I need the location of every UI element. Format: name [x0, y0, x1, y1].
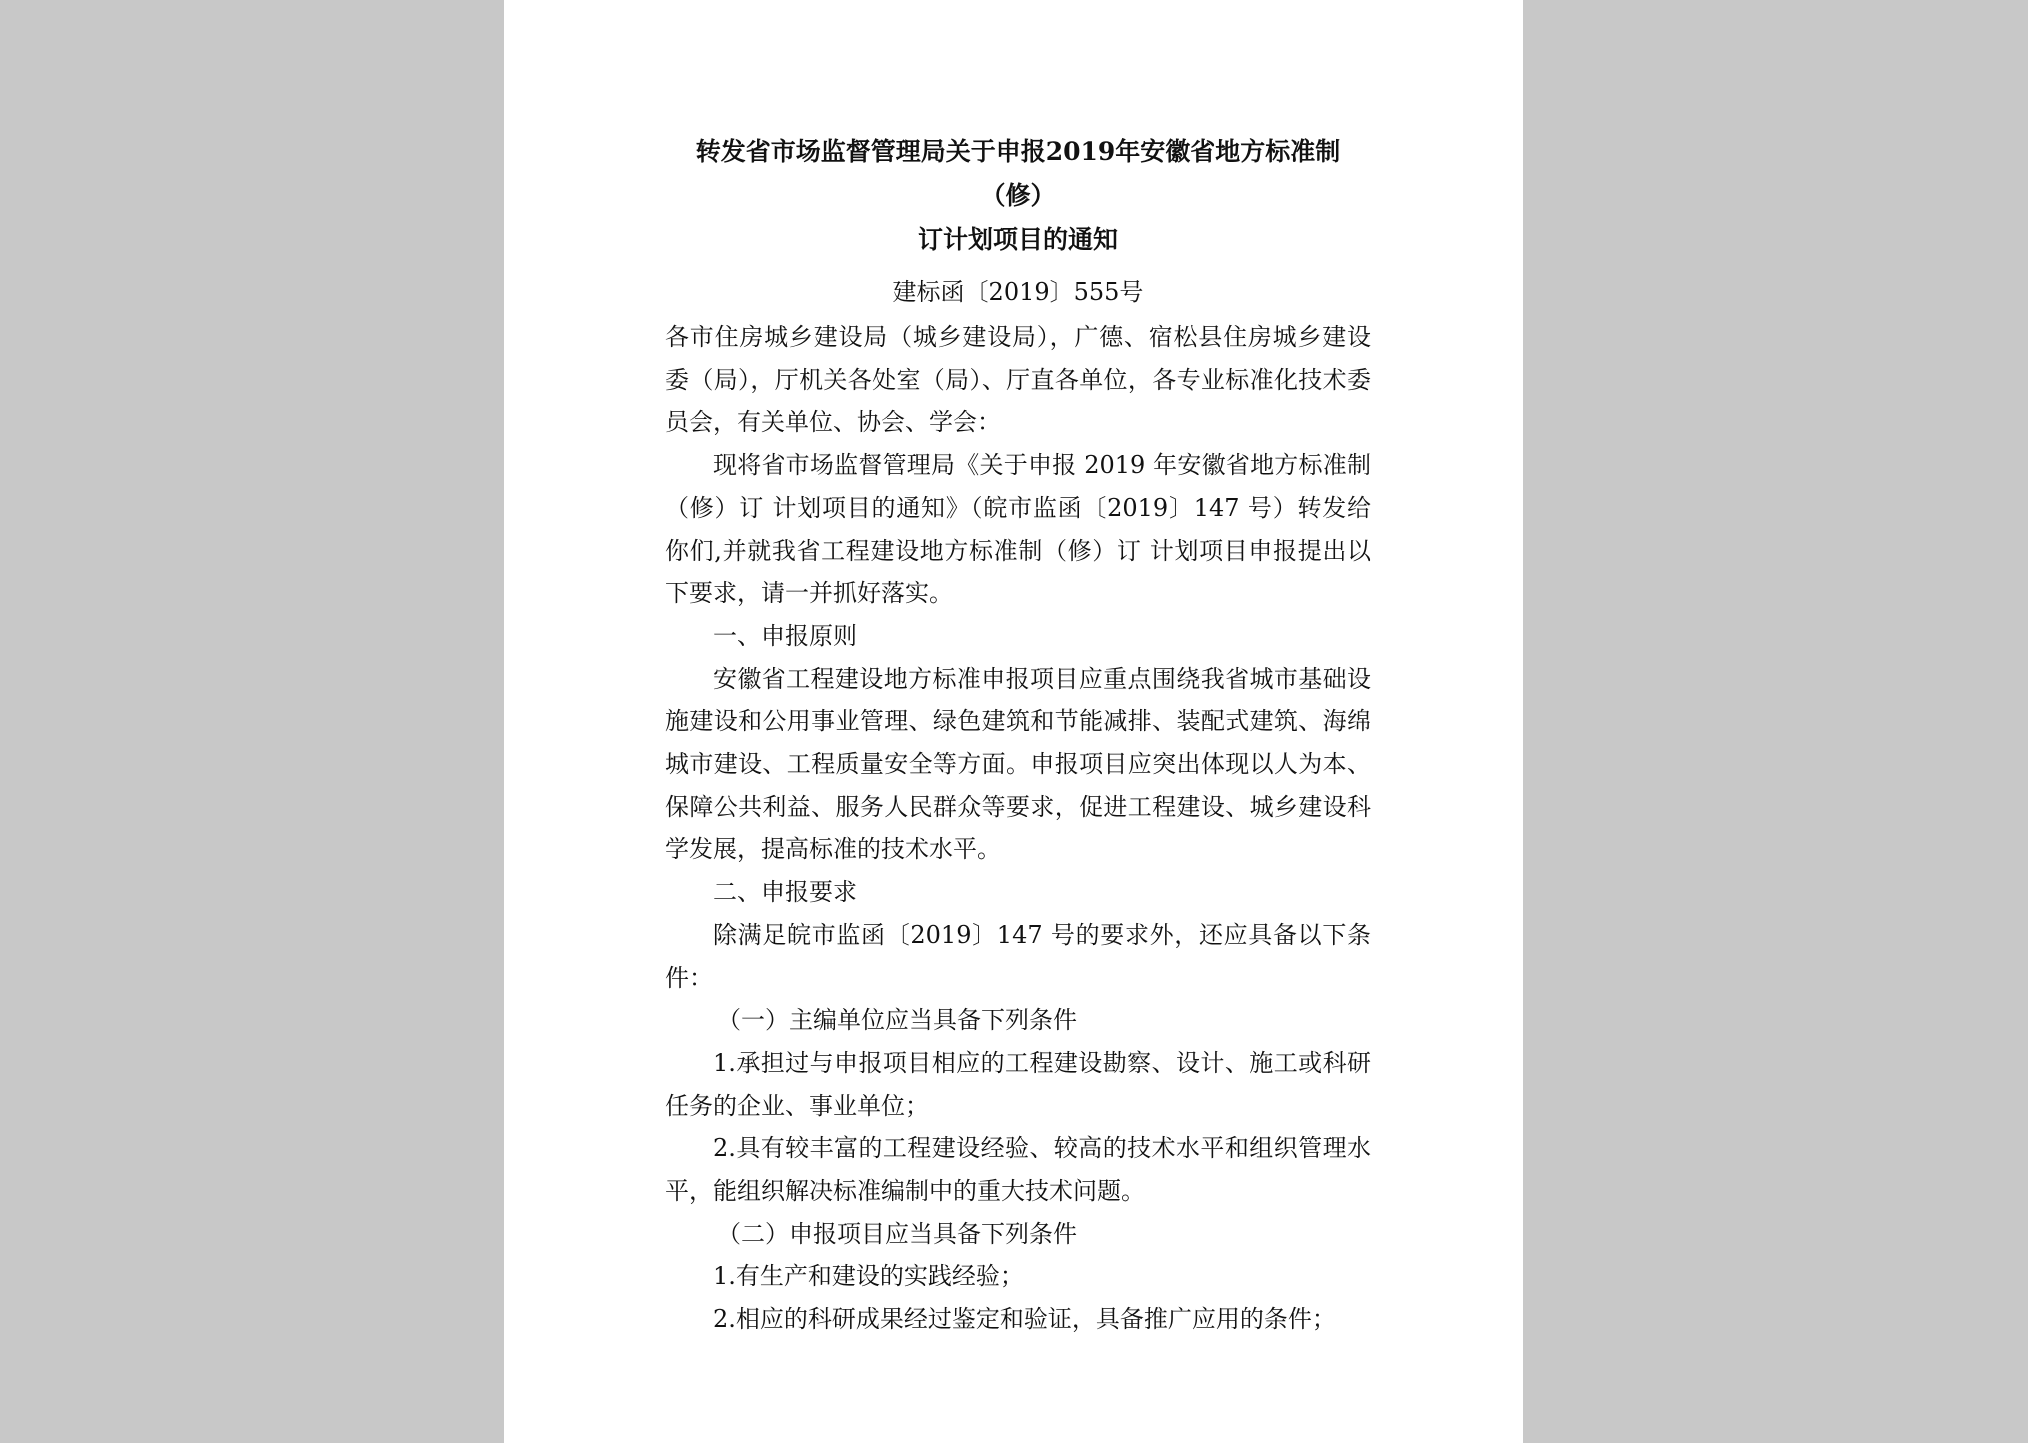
subsection-1-item-1: 1.承担过与申报项目相应的工程建设勘察、设计、施工或科研任务的企业、事业单位； [665, 1048, 1371, 1120]
document-number: 建标函〔2019〕555号 [892, 278, 1144, 306]
subsection-1-heading: （一）主编单位应当具备下列条件 [717, 1006, 1077, 1035]
section-1-heading: 一、申报原则 [713, 621, 857, 650]
intro-paragraph: 现将省市场监督管理局《关于申报 2019 年安徽省地方标准制（修）订 计划项目的通知》（皖市监函〔2019〕147 号）转发给你们,并就我省工程建设地方标准制（修）订 计划项目申报提出以下要求，请一并抓好落实。 [665, 451, 1371, 608]
section-2-heading: 二、申报要求 [713, 878, 857, 907]
section-1-body: 安徽省工程建设地方标准申报项目应重点围绕我省城市基础设施建设和公用事业管理、绿色建筑和节能减排、装配式建筑、海绵城市建设、工程质量安全等方面。申报项目应突出体现以人为本、保障公共利益、服务人民群众等要求，促进工程建设、城乡建设科学发展，提高标准的技术水平。 [665, 664, 1371, 864]
subsection-2-item-2: 2.相应的科研成果经过鉴定和验证，具备推广应用的条件； [713, 1305, 1336, 1334]
addressee-paragraph: 各市住房城乡建设局（城乡建设局），广德、宿松县住房城乡建设委（局），厅机关各处室（局）、厅直各单位，各专业标准化技术委员会，有关单位、协会、学会： [665, 323, 1371, 437]
subsection-1-item-2: 2.具有较丰富的工程建设经验、较高的技术水平和组织管理水平，能组织解决标准编制中的重大技术问题。 [665, 1134, 1371, 1206]
document-title-line-1: 转发省市场监督管理局关于申报2019年安徽省地方标准制（修） [695, 137, 1341, 210]
document-page [504, 0, 1523, 1443]
subsection-2-heading: （二）申报项目应当具备下列条件 [717, 1219, 1077, 1248]
document-title-line-2: 订计划项目的通知 [917, 225, 1118, 254]
subsection-2-item-1: 1.有生产和建设的实践经验； [713, 1262, 1024, 1291]
document-content [665, 130, 1371, 1341]
section-2-body: 除满足皖市监函〔2019〕147 号的要求外，还应具备以下条件： [665, 920, 1371, 992]
